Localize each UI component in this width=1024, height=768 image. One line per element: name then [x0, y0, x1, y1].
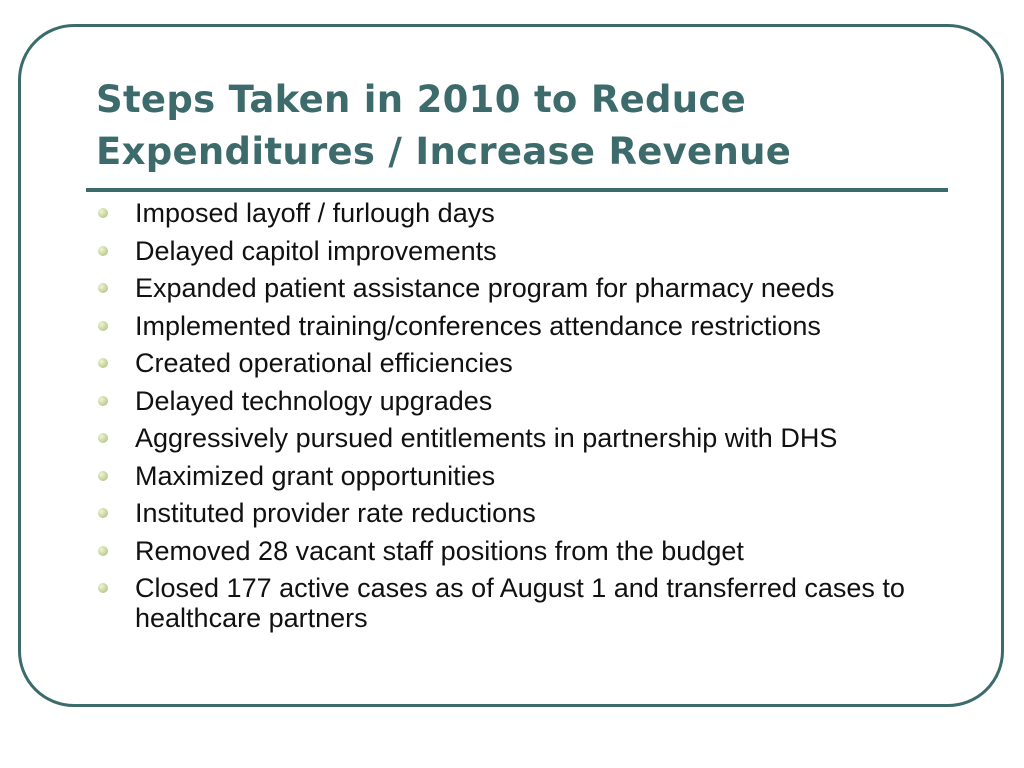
bullet-item	[96, 311, 946, 341]
bullet-dot-icon	[98, 321, 108, 331]
bullet-dot-icon	[98, 246, 108, 256]
bullet-dot-icon	[98, 546, 108, 556]
bullet-text: Instituted provider rate reductions	[135, 498, 536, 528]
title-line-2: Expenditures / Increase Revenue	[96, 130, 792, 173]
bullet-item	[96, 273, 946, 303]
bullet-dot-icon	[98, 583, 108, 593]
bullet-text: Imposed layoff / furlough days	[135, 198, 495, 228]
bullet-item	[96, 498, 946, 528]
bullet-dot-icon	[98, 283, 108, 293]
title-line-1: Steps Taken in 2010 to Reduce	[96, 78, 747, 121]
bullet-text: Aggressively pursued entitlements in partnership with DHS	[135, 423, 838, 453]
bullet-dot-icon	[98, 508, 108, 518]
bullet-item	[96, 423, 946, 453]
bullet-text: Created operational efficiencies	[135, 348, 513, 378]
bullet-text: Expanded patient assistance program for pharmacy needs	[135, 273, 835, 303]
bullet-item	[96, 236, 946, 266]
bullet-list	[96, 198, 946, 641]
bullet-text: Delayed technology upgrades	[135, 385, 493, 416]
bullet-text: Implemented training/conferences attendance restrictions	[135, 310, 821, 341]
bullet-item	[96, 461, 946, 491]
slide-title	[96, 74, 966, 178]
bullet-item	[96, 198, 946, 228]
bullet-text: Closed 177 active cases as of August 1 and transferred cases to healthcare partners	[135, 573, 905, 633]
bullet-dot-icon	[98, 433, 108, 443]
title-divider	[86, 188, 948, 192]
bullet-item	[96, 386, 946, 416]
bullet-dot-icon	[98, 208, 108, 218]
bullet-dot-icon	[98, 358, 108, 368]
bullet-item	[96, 573, 946, 633]
bullet-text: Maximized grant opportunities	[135, 460, 496, 491]
bullet-text: Delayed capitol improvements	[135, 235, 497, 266]
bullet-dot-icon	[98, 396, 108, 406]
bullet-text: Removed 28 vacant staff positions from the budget	[135, 535, 744, 566]
bullet-item	[96, 348, 946, 378]
bullet-dot-icon	[98, 471, 108, 481]
bullet-item	[96, 536, 946, 566]
